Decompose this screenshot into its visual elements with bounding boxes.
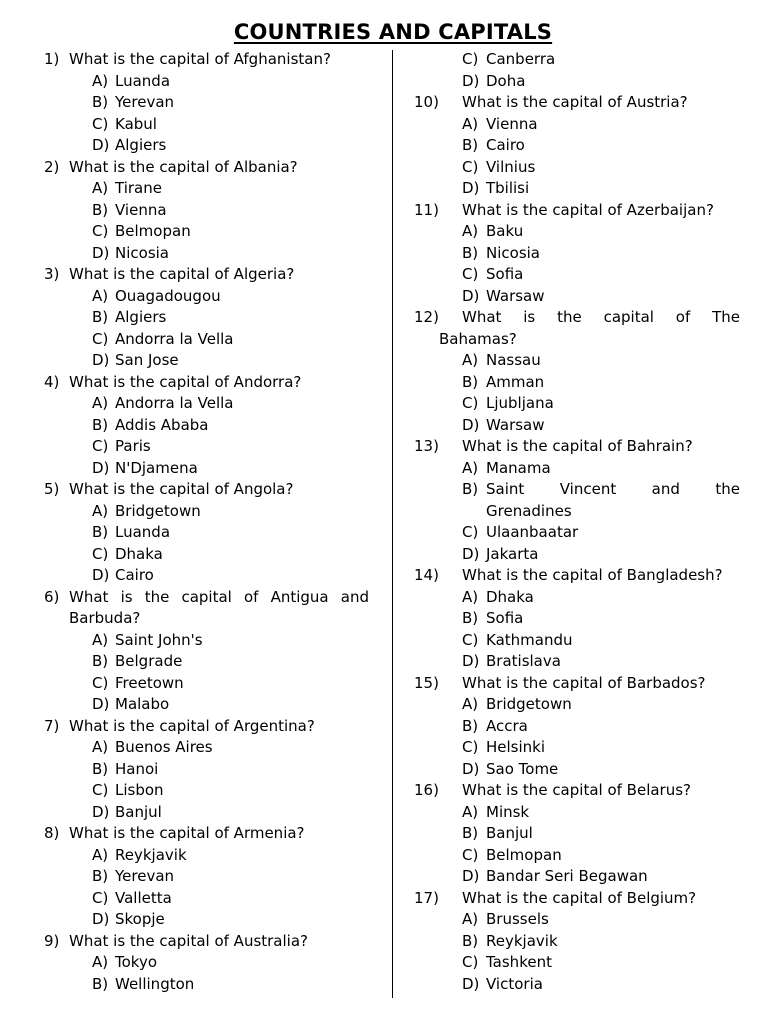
answer-option [44, 565, 369, 587]
question-text: What is the capital of Argentina? [69, 716, 315, 735]
option-letter: D) [462, 286, 480, 305]
option-letter: D) [92, 802, 110, 821]
option-text: Dhaka [115, 544, 163, 563]
question-number: 12) [414, 308, 439, 326]
option-text: Paris [115, 437, 151, 455]
question-number: 1) [44, 50, 60, 68]
answer-option [414, 952, 740, 974]
answer-option [44, 630, 369, 652]
option-letter: C) [462, 50, 479, 68]
option-text: Malabo [115, 695, 170, 713]
option-letter: D) [462, 71, 480, 90]
option-text: San Jose [115, 351, 179, 369]
answer-option [44, 888, 369, 910]
option-text: Cairo [486, 136, 525, 154]
question-number: 11) [414, 200, 439, 219]
question-number: 5) [44, 480, 60, 498]
option-letter: C) [462, 845, 479, 864]
option-text: Banjul [486, 824, 533, 842]
option-letter: C) [462, 394, 479, 412]
answer-option [44, 737, 369, 759]
answer-option [44, 909, 369, 931]
answer-option [44, 350, 369, 372]
answer-option [414, 243, 740, 265]
answer-option [44, 458, 369, 480]
option-letter: D) [462, 544, 480, 563]
answer-option [414, 221, 740, 243]
option-text: Dhaka [486, 587, 534, 606]
option-letter: C) [92, 673, 109, 692]
answer-option [414, 608, 740, 630]
answer-option [44, 92, 369, 114]
option-letter: A) [92, 286, 109, 305]
option-letter: D) [462, 867, 480, 885]
answer-option [414, 49, 740, 71]
option-letter: B) [462, 609, 479, 627]
answer-option [44, 651, 369, 673]
question-text: What is the capital of Belgium? [462, 888, 697, 907]
question-line [414, 888, 740, 910]
option-letter: D) [92, 243, 110, 262]
question-text: What is the capital of Austria? [462, 93, 688, 111]
option-text: Reykjavik [486, 931, 558, 950]
question-text: What is the capital of Barbados? [462, 673, 706, 692]
option-text: Minsk [486, 802, 530, 821]
question-line [414, 780, 740, 802]
answer-option [414, 587, 740, 609]
option-letter: B) [92, 93, 109, 111]
option-letter: C) [92, 781, 109, 799]
option-text: Bandar Seri Begawan [486, 867, 648, 885]
answer-option [414, 286, 740, 308]
option-text: Valletta [115, 888, 172, 907]
answer-option [414, 759, 740, 781]
question-number: 9) [44, 931, 60, 950]
left-column [44, 49, 369, 995]
question-number: 17) [414, 888, 439, 907]
option-text: Reykjavik [115, 845, 187, 864]
answer-option [414, 866, 740, 888]
question-text-continued: Barbuda? [69, 609, 141, 627]
option-letter: C) [462, 630, 479, 649]
option-text: Vienna [115, 200, 167, 219]
option-letter: A) [92, 738, 109, 756]
option-text: Andorra la Vella [115, 329, 234, 348]
option-letter: B) [92, 523, 109, 541]
answer-option [44, 501, 369, 523]
answer-option [414, 479, 740, 501]
option-letter: B) [462, 136, 479, 154]
answer-option [44, 780, 369, 802]
question-line [414, 673, 740, 695]
question-text: What is the capital of Afghanistan? [69, 50, 331, 68]
option-letter: A) [462, 910, 479, 928]
column-divider [392, 50, 393, 998]
option-letter: B) [462, 243, 479, 262]
answer-option [414, 135, 740, 157]
option-text: N'Djamena [115, 458, 198, 477]
option-text: Accra [486, 716, 528, 735]
answer-option [414, 522, 740, 544]
option-letter: A) [462, 802, 479, 821]
option-letter: A) [462, 587, 479, 606]
question-number: 16) [414, 781, 439, 799]
option-letter: A) [462, 351, 479, 369]
answer-option [414, 974, 740, 996]
option-letter: C) [92, 888, 109, 907]
answer-option [44, 866, 369, 888]
option-text: Vienna [486, 114, 538, 133]
option-letter: B) [92, 974, 109, 993]
answer-option [414, 114, 740, 136]
question-number: 2) [44, 157, 60, 176]
option-letter: D) [92, 136, 110, 154]
answer-option [414, 823, 740, 845]
question-line [44, 823, 369, 845]
option-letter: D) [462, 652, 480, 670]
option-text: Sofia [486, 609, 524, 627]
question-text-continued: Bahamas? [439, 329, 517, 348]
option-letter: A) [92, 501, 109, 520]
option-letter: B) [92, 867, 109, 885]
option-text: Ljubljana [486, 394, 554, 412]
option-letter: B) [92, 308, 109, 326]
option-letter: D) [462, 974, 480, 993]
answer-option [44, 135, 369, 157]
question-line [44, 716, 369, 738]
question-line [44, 479, 369, 501]
question-number: 7) [44, 716, 60, 735]
option-letter: B) [92, 415, 109, 434]
option-text: Warsaw [486, 286, 545, 305]
option-text: Addis Ababa [115, 415, 209, 434]
question-text: What is the capital of Albania? [69, 157, 298, 176]
option-letter: D) [92, 910, 110, 928]
answer-option [414, 737, 740, 759]
option-letter: B) [462, 931, 479, 950]
question-line [44, 264, 369, 286]
option-text: Jakarta [486, 544, 539, 563]
option-text: Luanda [115, 71, 171, 90]
answer-option [44, 221, 369, 243]
option-letter: A) [462, 222, 479, 240]
option-text: Cairo [115, 566, 154, 584]
question-line [44, 372, 369, 394]
question-line [414, 307, 740, 329]
option-text: Nassau [486, 351, 541, 369]
option-text: Hanoi [115, 759, 159, 778]
option-letter: B) [462, 824, 479, 842]
answer-option [44, 436, 369, 458]
option-text: Algiers [115, 308, 167, 326]
question-text: What is the capital of Bahrain? [462, 437, 693, 455]
option-text: Bratislava [486, 652, 561, 670]
option-text: Wellington [115, 974, 195, 993]
option-text: Ouagadougou [115, 286, 221, 305]
option-text: Baku [486, 222, 524, 240]
option-letter: B) [462, 372, 479, 391]
option-text: Kabul [115, 114, 157, 133]
option-text: Tbilisi [486, 179, 530, 197]
option-text: Tirane [115, 179, 162, 197]
answer-option [414, 458, 740, 480]
answer-option [414, 393, 740, 415]
answer-option [44, 974, 369, 996]
answer-option [44, 544, 369, 566]
answer-option [44, 522, 369, 544]
option-text: Nicosia [115, 243, 169, 262]
answer-option [414, 415, 740, 437]
answer-option [44, 694, 369, 716]
option-text: Belmopan [486, 845, 562, 864]
answer-option [44, 71, 369, 93]
question-number: 3) [44, 265, 60, 283]
option-letter: D) [462, 179, 480, 197]
answer-option [414, 931, 740, 953]
answer-option [44, 114, 369, 136]
option-text: Manama [486, 458, 551, 477]
answer-option [414, 544, 740, 566]
option-text: Belgrade [115, 652, 183, 670]
option-text: Belmopan [115, 222, 191, 240]
option-text: Nicosia [486, 243, 540, 262]
answer-option [44, 802, 369, 824]
option-text: Bridgetown [486, 695, 572, 713]
question-text: What is the capital of Bangladesh? [462, 566, 723, 584]
option-text: Amman [486, 372, 545, 391]
option-letter: D) [92, 695, 110, 713]
option-text: Tokyo [115, 953, 157, 971]
answer-option [44, 307, 369, 329]
question-text: What is the capital of Angola? [69, 480, 294, 498]
right-column [414, 49, 740, 995]
option-letter: A) [92, 394, 109, 412]
option-letter: A) [92, 630, 109, 649]
page-title: COUNTRIES AND CAPITALS [233, 20, 553, 44]
option-letter: C) [462, 953, 479, 971]
option-text: Buenos Aires [115, 738, 213, 756]
question-text: What is the capital of Algeria? [69, 265, 295, 283]
question-number: 14) [414, 566, 439, 584]
answer-option [44, 200, 369, 222]
option-text: Doha [486, 71, 526, 90]
question-text: What is the capital of Antigua and [69, 587, 369, 606]
answer-option [414, 802, 740, 824]
option-letter: B) [462, 716, 479, 735]
question-number: 15) [414, 673, 439, 692]
option-letter: C) [462, 738, 479, 756]
question-number: 13) [414, 437, 439, 455]
answer-option [44, 415, 369, 437]
option-text: Algiers [115, 136, 167, 154]
answer-option [414, 716, 740, 738]
question-text: What is the capital of The [462, 308, 740, 326]
answer-option [414, 372, 740, 394]
option-text: Lisbon [115, 781, 164, 799]
answer-option [414, 651, 740, 673]
option-letter: C) [92, 222, 109, 240]
question-line [44, 157, 369, 179]
answer-option [414, 694, 740, 716]
question-line [414, 92, 740, 114]
option-text: Andorra la Vella [115, 394, 234, 412]
answer-option [414, 630, 740, 652]
question-line [44, 587, 369, 609]
option-text: Warsaw [486, 415, 545, 434]
option-text: Luanda [115, 523, 171, 541]
question-text: What is the capital of Andorra? [69, 372, 302, 391]
option-letter: A) [92, 179, 109, 197]
question-line [44, 49, 369, 71]
question-text: What is the capital of Belarus? [462, 781, 692, 799]
option-text: Skopje [115, 910, 165, 928]
option-letter: D) [92, 458, 110, 477]
option-letter: D) [462, 415, 480, 434]
option-text: Yerevan [115, 867, 175, 885]
answer-option [44, 329, 369, 351]
answer-option [44, 393, 369, 415]
answer-option [414, 178, 740, 200]
question-text: What is the capital of Australia? [69, 931, 308, 950]
answer-option [44, 845, 369, 867]
answer-option [414, 71, 740, 93]
option-text: Vilnius [486, 157, 536, 176]
option-letter: C) [462, 265, 479, 283]
option-text: Yerevan [115, 93, 175, 111]
option-letter: D) [462, 759, 480, 778]
option-text: Sao Tome [486, 759, 559, 778]
answer-option [44, 759, 369, 781]
option-letter: D) [92, 351, 110, 369]
question-number: 6) [44, 587, 60, 606]
question-number: 4) [44, 372, 60, 391]
option-letter: C) [92, 329, 109, 348]
answer-option [44, 178, 369, 200]
option-letter: D) [92, 566, 110, 584]
option-text: Tashkent [486, 953, 552, 971]
answer-option [414, 845, 740, 867]
option-letter: A) [462, 458, 479, 477]
option-text: Banjul [115, 802, 162, 821]
option-letter: B) [462, 480, 479, 498]
question-line [414, 565, 740, 587]
option-letter: C) [462, 157, 479, 176]
answer-option [44, 286, 369, 308]
option-letter: A) [462, 695, 479, 713]
option-letter: B) [92, 200, 109, 219]
question-line [44, 931, 369, 953]
option-text-continued: Grenadines [486, 501, 572, 520]
option-text: Bridgetown [115, 501, 201, 520]
option-letter: B) [92, 652, 109, 670]
option-text: Saint John's [115, 630, 203, 649]
answer-option-continued [414, 501, 740, 523]
option-text: Victoria [486, 974, 543, 993]
option-letter: A) [462, 114, 479, 133]
question-text: What is the capital of Azerbaijan? [462, 200, 714, 219]
option-letter: C) [92, 437, 109, 455]
option-text: Freetown [115, 673, 184, 692]
option-letter: C) [462, 523, 479, 541]
question-number: 10) [414, 93, 439, 111]
question-text: What is the capital of Armenia? [69, 824, 305, 842]
answer-option [414, 264, 740, 286]
answer-option [414, 157, 740, 179]
option-text: Kathmandu [486, 630, 573, 649]
option-text: Sofia [486, 265, 524, 283]
answer-option [44, 952, 369, 974]
option-text: Canberra [486, 50, 556, 68]
option-text: Ulaanbaatar [486, 523, 579, 541]
option-letter: B) [92, 759, 109, 778]
question-number: 8) [44, 824, 60, 842]
answer-option [414, 350, 740, 372]
question-line [414, 436, 740, 458]
option-letter: A) [92, 953, 109, 971]
option-letter: A) [92, 71, 109, 90]
option-text: Brussels [486, 910, 549, 928]
option-text: Helsinki [486, 738, 546, 756]
question-line [414, 200, 740, 222]
answer-option [44, 673, 369, 695]
option-text: Saint Vincent and the [486, 480, 740, 498]
option-letter: A) [92, 845, 109, 864]
option-letter: C) [92, 544, 109, 563]
answer-option [44, 243, 369, 265]
answer-option [414, 909, 740, 931]
option-letter: C) [92, 114, 109, 133]
